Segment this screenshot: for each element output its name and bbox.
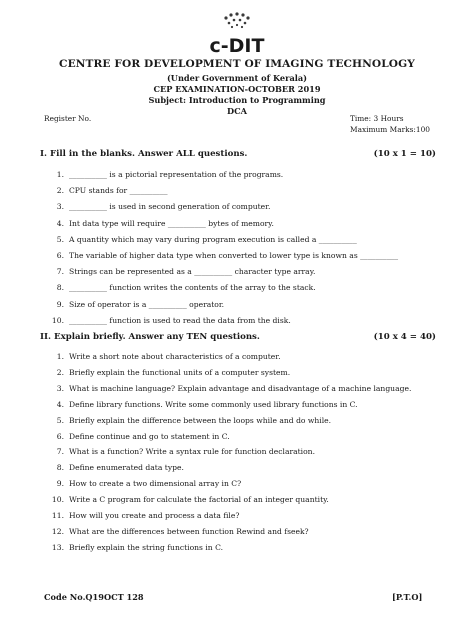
- question-item: [48, 235, 448, 244]
- question-number: 6.: [56, 251, 64, 260]
- question-number: 13.: [51, 542, 64, 552]
- subject-line: Subject: Introduction to Programming: [148, 95, 326, 105]
- register-no-label: Register No.: [44, 114, 92, 123]
- section-2-title: II. Explain briefly. Answer any TEN questions.: [40, 332, 260, 342]
- question-item: [48, 400, 448, 409]
- exam-title: CEP EXAMINATION-OCTOBER 2019: [153, 84, 321, 94]
- question-number: 3.: [56, 383, 64, 393]
- question-number: 1.: [56, 352, 64, 361]
- question-text: How to create a two dimensional array in C?: [69, 479, 242, 489]
- question-text: Write a short note about characteristics of a computer.: [69, 352, 281, 361]
- code-number: Code No.Q19OCT 128: [44, 592, 144, 602]
- question-text: Write a C program for calculate the factorial of an integer quantity.: [69, 495, 329, 505]
- question-text: Briefly explain the functional units of a computer system.: [69, 367, 291, 377]
- question-item: [48, 219, 448, 228]
- question-item: [48, 384, 448, 393]
- time-label: Time: 3 Hours: [350, 114, 404, 123]
- question-text: The variable of higher data type when converted to lower type is known as __________: [69, 251, 399, 260]
- section-1-heading: [40, 149, 436, 159]
- max-marks-label: Maximum Marks:100: [350, 125, 431, 134]
- question-text: What are the differences between function Rewind and fseek?: [69, 526, 309, 536]
- question-item: [48, 283, 448, 292]
- question-text: Briefly explain the string functions in C.: [69, 542, 224, 552]
- question-item: [48, 527, 448, 536]
- question-item: [48, 316, 448, 325]
- question-item: [48, 267, 448, 276]
- logo-text: c-DIT: [209, 35, 265, 57]
- institution-name: CENTRE FOR DEVELOPMENT OF IMAGING TECHNOLOGY: [59, 58, 415, 70]
- question-item: [48, 416, 448, 425]
- pto-marker: [P.T.O]: [392, 592, 423, 602]
- question-number: 11.: [51, 511, 64, 520]
- question-item: [48, 447, 448, 456]
- question-number: 4.: [56, 218, 64, 228]
- question-number: 12.: [51, 526, 64, 536]
- question-text: CPU stands for __________: [69, 186, 168, 196]
- question-number: 7.: [56, 267, 64, 277]
- question-item: [48, 432, 448, 441]
- question-text: Int data type will require __________ bytes of memory.: [69, 218, 274, 228]
- government-line: (Under Government of Kerala): [166, 73, 308, 83]
- question-number: 7.: [56, 447, 64, 457]
- question-number: 5.: [56, 415, 64, 425]
- question-item: [48, 352, 448, 361]
- question-text: How will you create and process a data file?: [69, 511, 240, 520]
- question-text: A quantity which may vary during program execution is called a __________: [69, 234, 357, 244]
- question-text: What is a function? Write a syntax rule for function declaration.: [69, 447, 315, 457]
- section-2-marks: (10 x 4 = 40): [373, 332, 436, 342]
- section-2-heading: [40, 332, 436, 342]
- question-number: 2.: [56, 367, 64, 377]
- question-text: __________ is used in second generation of computer.: [69, 202, 271, 212]
- question-text: Briefly explain the difference between the loops while and do while.: [69, 415, 332, 425]
- question-number: 6.: [56, 431, 64, 441]
- question-item: [48, 202, 448, 211]
- question-item: [48, 186, 448, 195]
- section-1-title: I. Fill in the blanks. Answer ALL questions.: [40, 149, 248, 159]
- question-number: 5.: [56, 234, 64, 244]
- question-number: 9.: [56, 299, 64, 309]
- question-number: 10.: [51, 315, 64, 325]
- question-text: Define continue and go to statement in C.: [69, 431, 230, 441]
- question-item: [48, 495, 448, 504]
- question-text: Define enumerated data type.: [69, 463, 184, 473]
- question-text: __________ function writes the contents of the array to the stack.: [69, 283, 316, 293]
- question-number: 4.: [56, 399, 64, 409]
- question-text: __________ is a pictorial representation of the programs.: [69, 170, 284, 179]
- question-text: What is machine language? Explain advantage and disadvantage of a machine language.: [69, 383, 412, 393]
- question-text: Define library functions. Write some commonly used library functions in C.: [69, 399, 358, 409]
- question-number: 8.: [56, 463, 64, 473]
- section-1-marks: (10 x 1 = 10): [373, 149, 436, 159]
- question-number: 1.: [56, 170, 64, 179]
- question-text: Strings can be represented as a __________ character type array.: [69, 267, 316, 277]
- question-item: [48, 511, 448, 520]
- question-number: 10.: [51, 495, 64, 505]
- cdit-logo: [202, 8, 272, 62]
- question-number: 3.: [56, 202, 64, 212]
- question-item: [48, 479, 448, 488]
- question-number: 8.: [56, 283, 64, 293]
- question-item: [48, 251, 448, 260]
- question-item: [48, 543, 448, 552]
- question-text: Size of operator is a __________ operator.: [69, 299, 225, 309]
- question-item: [48, 300, 448, 309]
- question-item: [48, 463, 448, 472]
- question-number: 2.: [56, 186, 64, 196]
- question-text: __________ function is used to read the data from the disk.: [69, 315, 291, 325]
- question-item: [48, 368, 448, 377]
- question-item: [48, 170, 448, 179]
- question-number: 9.: [56, 479, 64, 489]
- course-name: DCA: [227, 106, 247, 116]
